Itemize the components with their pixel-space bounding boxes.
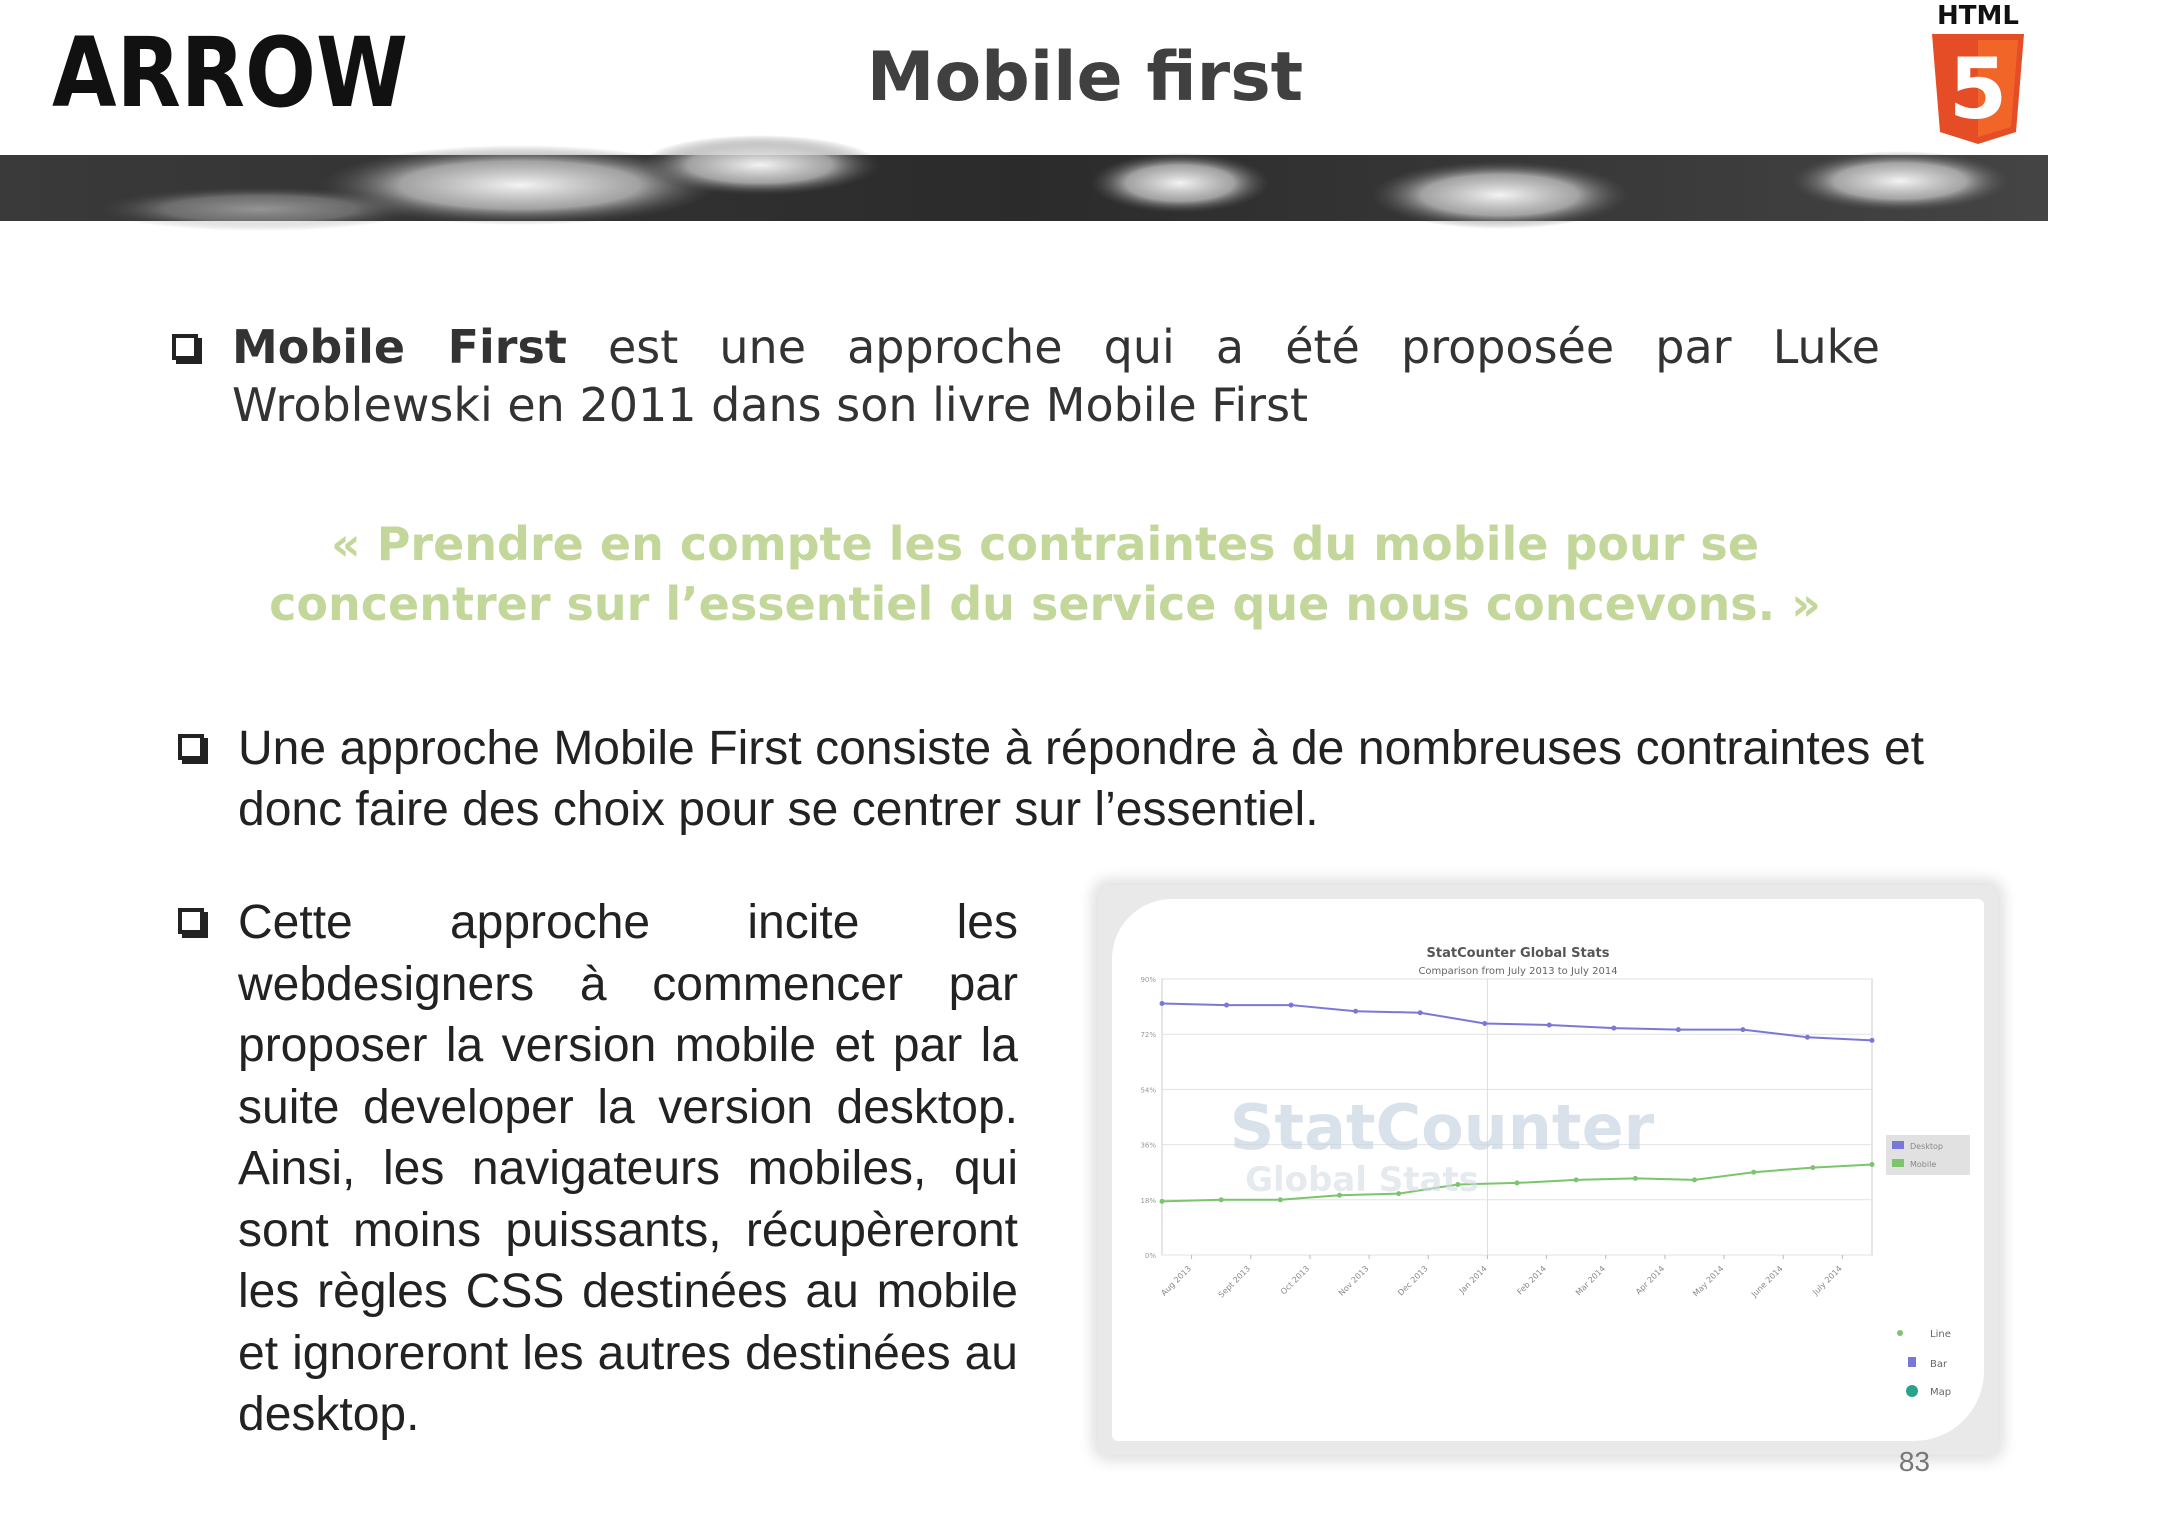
chart-watermark: StatCounter bbox=[1229, 1091, 1655, 1164]
tool-line-label: Line bbox=[1930, 1329, 1951, 1340]
chart-series-point bbox=[1870, 1038, 1875, 1043]
chart-y-tick-label: 36% bbox=[1140, 1141, 1156, 1150]
chart-tools bbox=[1897, 1329, 1951, 1398]
chart-series-point bbox=[1574, 1177, 1579, 1182]
statcounter-chart-panel bbox=[1112, 899, 1984, 1441]
mobile-first-intro-text: est une approche qui a été proposée par Luke Wroblewski en 2011 dans son livre Mobile First bbox=[232, 320, 1880, 432]
chart-y-tick-label: 72% bbox=[1140, 1031, 1156, 1040]
paragraph-mobile-first-intro bbox=[232, 318, 1880, 434]
chart-series-point bbox=[1633, 1176, 1638, 1181]
statcounter-chart-frame bbox=[1098, 885, 1998, 1455]
tool-bar-label: Bar bbox=[1930, 1359, 1948, 1370]
html5-label: HTML bbox=[1937, 1, 2019, 31]
legend-mobile-label: Mobile bbox=[1910, 1160, 1937, 1169]
chart-series-point bbox=[1224, 1003, 1229, 1008]
chart-series-point bbox=[1219, 1197, 1224, 1202]
quote-line-2: concentrer sur l’essentiel du service que nous concevons. » bbox=[269, 577, 1821, 631]
chart-series-point bbox=[1353, 1009, 1358, 1014]
bullet-3-icon bbox=[178, 908, 204, 934]
chart-title: StatCounter Global Stats bbox=[1426, 946, 1610, 961]
chart-y-tick-label: 18% bbox=[1140, 1196, 1156, 1205]
chart-x-tick-label: June 2014 bbox=[1749, 1264, 1785, 1299]
chart-x-tick-label: Jan 2014 bbox=[1457, 1264, 1489, 1296]
chart-y-tick-label: 54% bbox=[1140, 1086, 1156, 1095]
chart-x-tick-label: Dec 2013 bbox=[1396, 1264, 1430, 1298]
chart-series-point bbox=[1870, 1162, 1875, 1167]
chart-y-tick-label: 90% bbox=[1140, 976, 1156, 984]
legend-desktop-swatch bbox=[1892, 1141, 1904, 1149]
chart-x-tick-label: Oct 2013 bbox=[1278, 1264, 1312, 1297]
chart-legend bbox=[1886, 1135, 1970, 1175]
chart-series-point bbox=[1160, 1001, 1165, 1006]
chart-series-point bbox=[1160, 1199, 1165, 1204]
slide-header bbox=[0, 0, 2048, 156]
chart-x-tick-label: Feb 2014 bbox=[1515, 1264, 1548, 1297]
chart-watermark-sub: Global Stats bbox=[1245, 1160, 1479, 1200]
chart-x-tick-label: July 2014 bbox=[1811, 1264, 1844, 1297]
bullet-2-icon bbox=[178, 734, 204, 760]
chart-series-point bbox=[1692, 1177, 1697, 1182]
chart-series-point bbox=[1482, 1021, 1487, 1026]
statcounter-chart bbox=[1112, 899, 1984, 1441]
chart-x-tick-label: May 2014 bbox=[1691, 1264, 1726, 1299]
bullet-1-icon bbox=[172, 334, 198, 360]
chart-series-point bbox=[1289, 1003, 1294, 1008]
html5-number: 5 bbox=[1948, 40, 2008, 138]
chart-x-tick-label: Mar 2014 bbox=[1573, 1264, 1608, 1298]
chart-series-point bbox=[1611, 1026, 1616, 1031]
quote-block bbox=[200, 514, 1890, 634]
chart-x-tick-label: Nov 2013 bbox=[1336, 1264, 1371, 1298]
chart-x-tick-label: Apr 2014 bbox=[1633, 1264, 1667, 1297]
chart-series-point bbox=[1810, 1165, 1815, 1170]
mobile-first-term: Mobile First bbox=[232, 320, 567, 374]
cloud-banner-image bbox=[0, 155, 2048, 221]
html5-icon bbox=[1922, 0, 2034, 152]
chart-subtitle: Comparison from July 2013 to July 2014 bbox=[1418, 966, 1618, 977]
paragraph-webdesigners: Cette approche incite les webdesigners à commencer par proposer la version mobile et par la suite developer la version desktop. Ainsi, les navigateurs mobiles, qui sont moins puissants, récupèreront les règles CSS destinées au mobile et ignoreront les autres destinées au desktop. bbox=[238, 896, 1018, 1441]
chart-y-tick-label: 0% bbox=[1144, 1252, 1156, 1260]
chart-series-point bbox=[1751, 1170, 1756, 1175]
logo-text: ARROW bbox=[52, 17, 408, 129]
chart-series-point bbox=[1515, 1180, 1520, 1185]
page-title: Mobile first bbox=[866, 38, 1304, 117]
paragraph-approach: Une approche Mobile First consiste à répondre à de nombreuses contraintes et donc faire des choix pour se centrer sur l’essentiel. bbox=[238, 722, 1924, 836]
legend-mobile-swatch bbox=[1892, 1159, 1904, 1167]
legend-desktop-label: Desktop bbox=[1910, 1142, 1943, 1151]
chart-series-point bbox=[1740, 1027, 1745, 1032]
chart-series-point bbox=[1547, 1023, 1552, 1028]
quote-line-1: « Prendre en compte les contraintes du mobile pour se bbox=[330, 517, 1760, 571]
chart-series-point bbox=[1676, 1027, 1681, 1032]
page-number: 83 bbox=[1898, 1446, 1930, 1477]
chart-x-tick-label: Aug 2013 bbox=[1159, 1264, 1193, 1298]
chart-series-point bbox=[1805, 1035, 1810, 1040]
chart-x-tick-label: Sept 2013 bbox=[1216, 1264, 1253, 1300]
tool-map-label: Map bbox=[1930, 1387, 1952, 1398]
chart-series-point bbox=[1418, 1010, 1423, 1015]
